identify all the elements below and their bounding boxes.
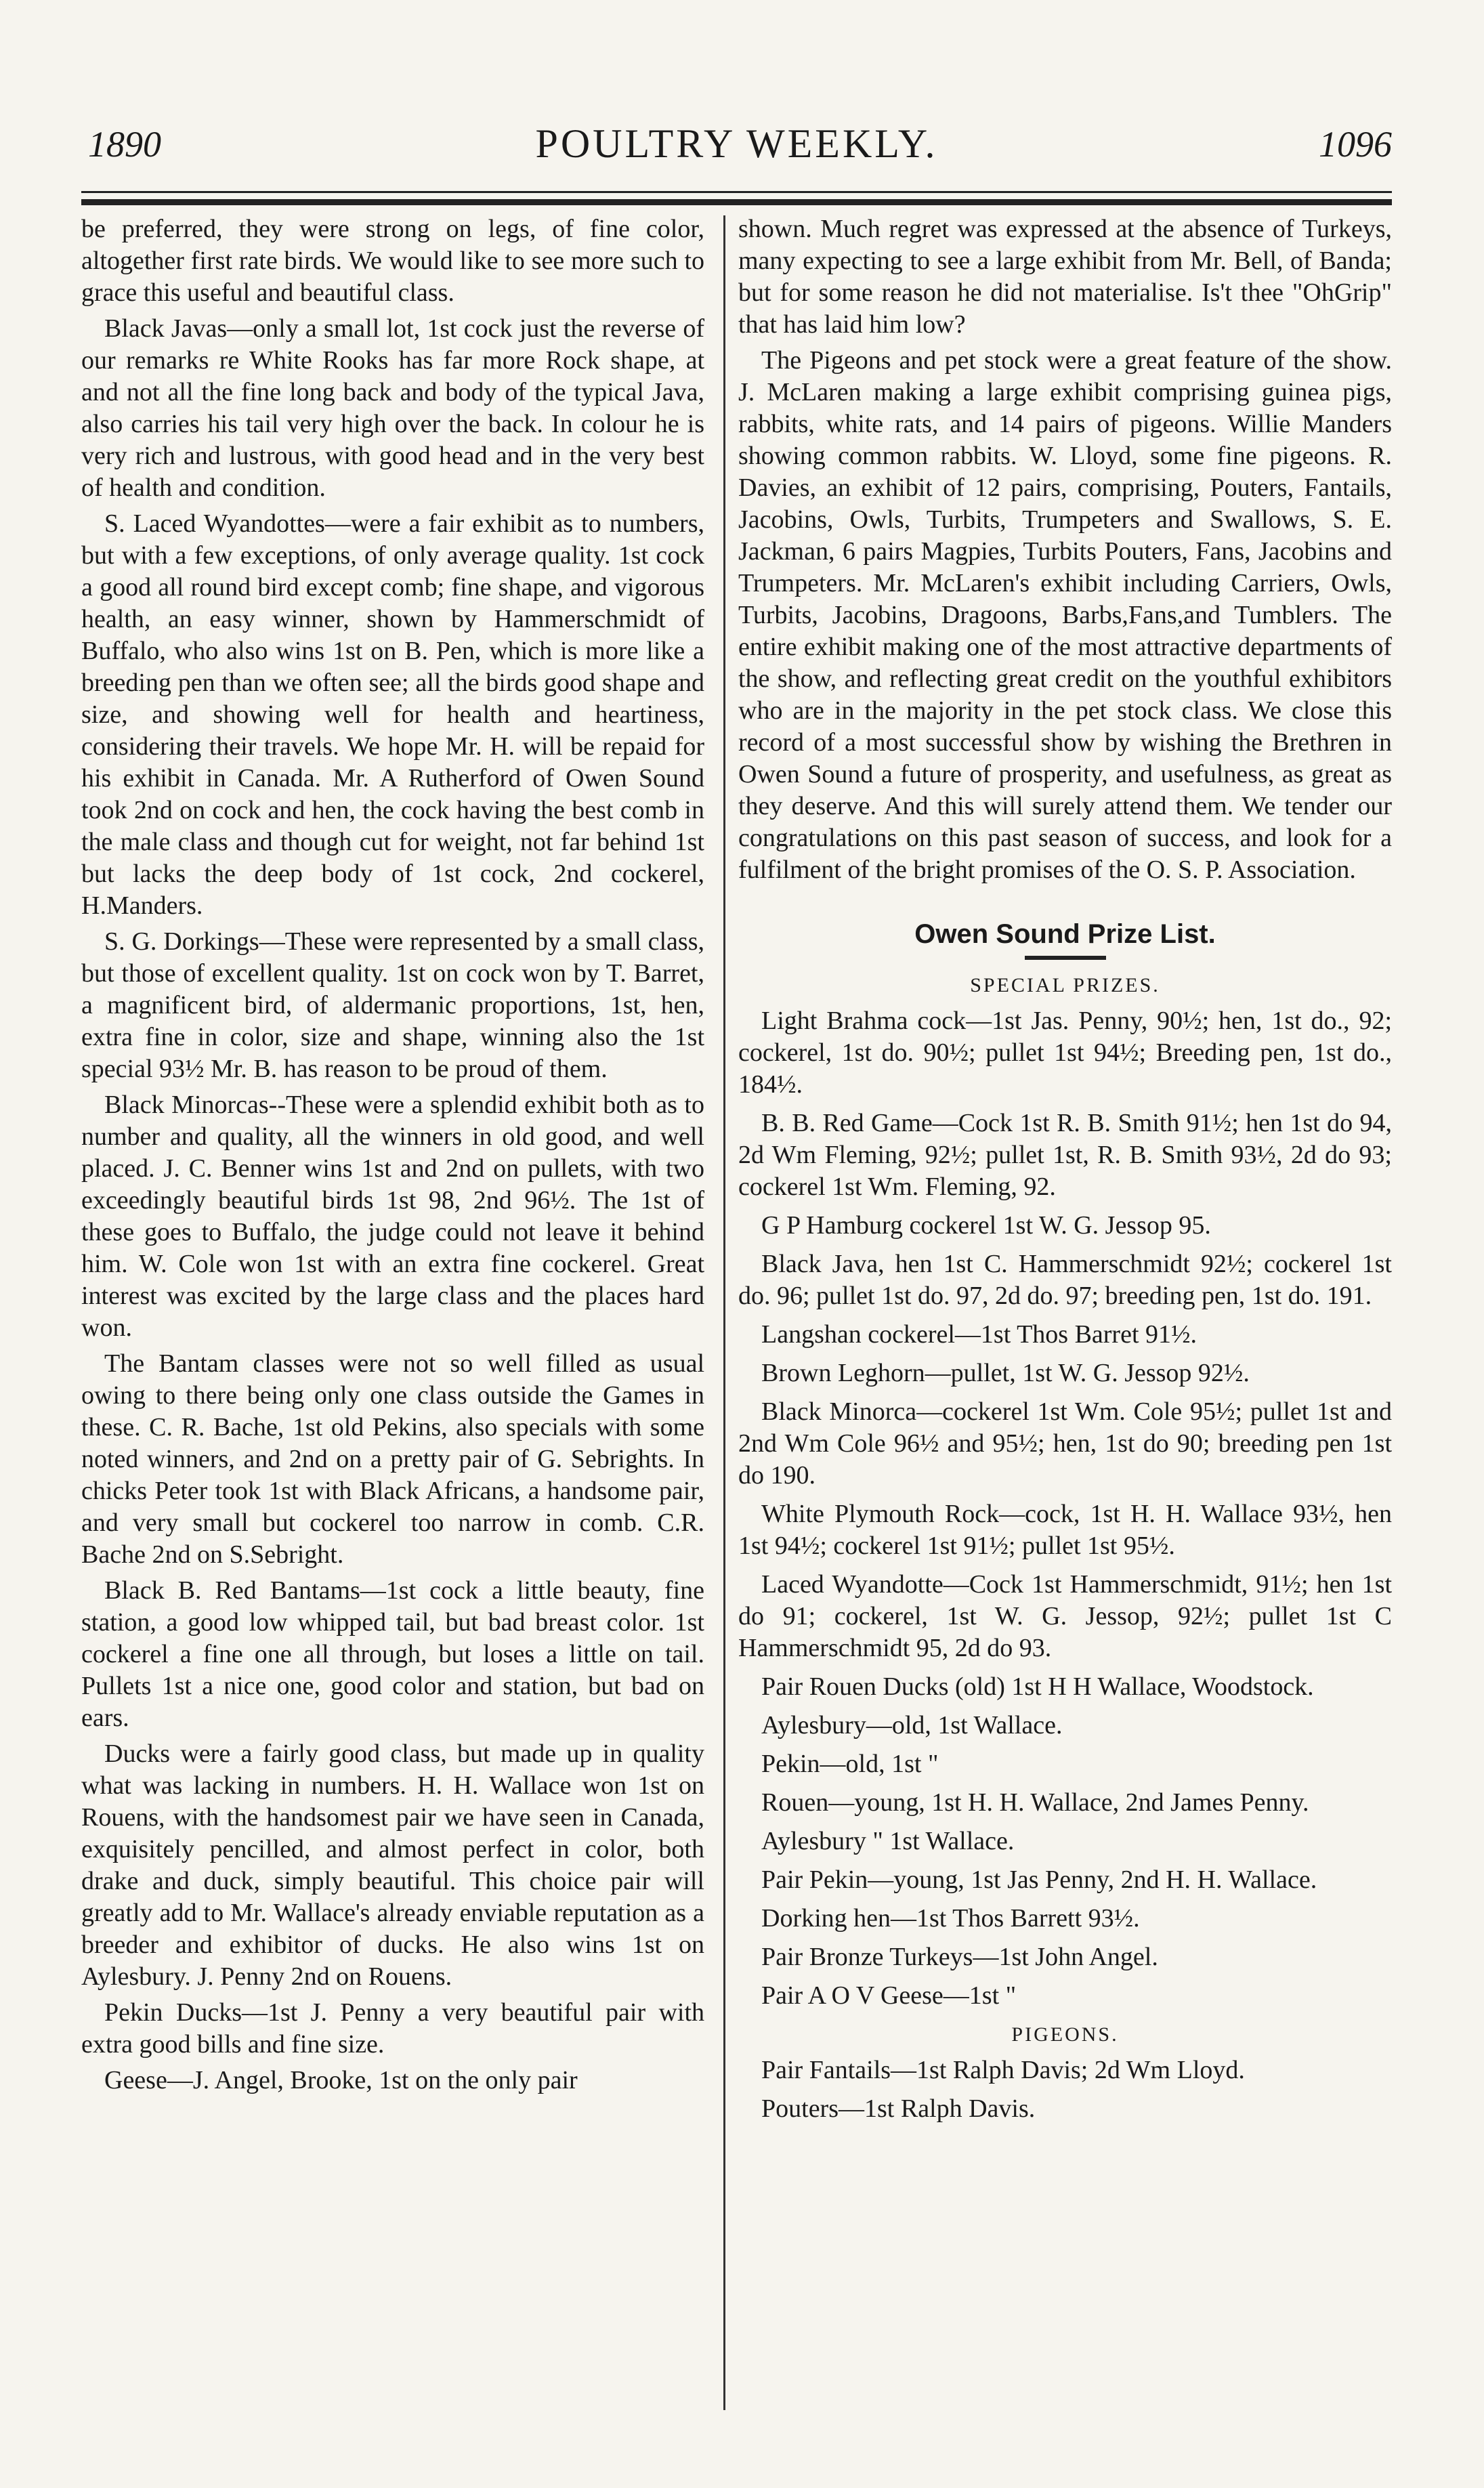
paragraph: The Pigeons and pet stock were a great feature of the show. J. McLaren making a large exhibit comprising guinea pigs, rabbits, white rats, and 14 pairs of pigeons. Willie Manders showing common rabbits. W. Lloyd, some fine pigeons. R. Davies, an exhibit of 12 pairs, comprising, Pouters, Fantails, Jacobins, Owls, Turbits, Trumpeters and Swallows, S. E. Jackman, 6 pairs Magpies, Turbits Pouters, Fans, Jacobins and Trumpeters. Mr. McLaren's exhibit including Carriers, Owls, Turbits, Jacobins, Dragoons, Barbs,Fans,and Tumblers. The entire exhibit making one of the most attractive departments of the show, and reflecting great credit on the youthful exhibitors who are in the majority in the pet stock class. We close this record of a most successful show by wishing the Brethren in Owen Sound a future of prosperity, and usefulness, as great as they deserve. And this will surely attend them. We tender our congratulations on this past season of success, and look for a fulfilment of the bright promises of the O. S. P. Association.	[738, 346, 1392, 884]
prize-entry: Rouen—young, 1st H. H. Wallace, 2nd James Penny.	[761, 1788, 1309, 1817]
prize-entry: Pouters—1st Ralph Davis.	[761, 2094, 1036, 2123]
pigeon-prizes-list	[738, 2054, 1392, 2125]
paragraph: shown. Much regret was expressed at the absence of Turkeys, many expecting to see a large exhibit from Mr. Bell, of Banda; but for some reason he did not materialise. Is't thee "OhGrip" that has laid him low?	[738, 215, 1392, 339]
paragraph: Geese—J. Angel, Brooke, 1st on the only pair	[104, 2066, 578, 2094]
prize-entry: White Plymouth Rock—cock, 1st H. H. Wallace 93½, hen 1st 94½; cockerel 1st 91½; pullet 1st 95½.	[738, 1500, 1392, 1560]
prize-entry: Dorking hen—1st Thos Barrett 93½.	[761, 1904, 1140, 1933]
prize-entry: Laced Wyandotte—Cock 1st Hammerschmidt, 91½; hen 1st do 91; cockerel, 1st W. G. Jessop, 92½; pullet 1st C Hammerschmidt 95, 2d do 93.	[738, 1570, 1392, 1662]
prize-entry: G P Hamburg cockerel 1st W. G. Jessop 95.	[761, 1211, 1211, 1240]
paragraph: Black Javas—only a small lot, 1st cock just the reverse of our remarks re White Rooks has far more Rock shape, at and not all the fine long back and body of the typical Java, also carries his tail very high over the back. In colour he is very rich and lustrous, with good head and in the very best of health and condition.	[81, 314, 704, 502]
paragraph: Pekin Ducks—1st J. Penny a very beautiful pair with extra good bills and fine size.	[81, 1998, 704, 2059]
prize-entry: Pair A O V Geese—1st "	[761, 1981, 1017, 2010]
page-header	[81, 115, 1392, 176]
prize-entry: Pair Pekin—young, 1st Jas Penny, 2nd H. H. Wallace.	[761, 1865, 1317, 1894]
left-column	[81, 213, 704, 2101]
special-prizes-heading: SPECIAL PRIZES.	[970, 974, 1160, 996]
prize-entry: Pair Bronze Turkeys—1st John Angel.	[761, 1943, 1158, 1971]
prize-entry: Aylesbury—old, 1st Wallace.	[761, 1711, 1063, 1740]
paragraph: Ducks were a fairly good class, but made up in quality what was lacking in numbers. H. H. Wallace won 1st on Rouens, with the handsomest pair we have seen in Canada, exquisitely pencilled, and almost perfect in color, both drake and duck, simply beautiful. This choice pair will greatly add to Mr. Wallace's already enviable reputation as a breeder and exhibitor of ducks. He also wins 1st on Aylesbury. J. Penny 2nd on Rouens.	[81, 1740, 704, 1991]
prize-entry: Pair Rouen Ducks (old) 1st H H Wallace, Woodstock.	[761, 1672, 1314, 1701]
paragraph: S. Laced Wyandottes—were a fair exhibit as to numbers, but with a few exceptions, of only average quality. 1st cock a good all round bird except comb; fine shape, and vigorous health, an easy winner, shown by Hammerschmidt of Buffalo, who also wins 1st on B. Pen, which is more like a breeding pen than we often see; all the birds good shape and size, and showing well for health and heartiness, considering their travels. We hope Mr. H. will be repaid for his exhibit in Canada. Mr. A Rutherford of Owen Sound took 2nd on cock and hen, the cock having the best comb in the male class and though cut for weight, not far behind 1st but lacks the deep body of 1st cock, 2nd cockerel, H.Manders.	[81, 509, 704, 920]
paragraph: Black Minorcas--These were a splendid exhibit both as to number and quality, all the winners in old good, and well placed. J. C. Benner wins 1st and 2nd on pullets, with two exceedingly beautiful birds 1st 98, 2nd 96½. The 1st of these goes to Buffalo, the judge could not leave it behind him. W. Cole won 1st with an extra fine cockerel. Great interest was excited by the large class and the places hard won.	[81, 1091, 704, 1342]
header-rule-thick	[81, 199, 1392, 205]
publication-title: POULTRY WEEKLY.	[535, 121, 938, 166]
prize-entry: Pair Fantails—1st Ralph Davis; 2d Wm Lloyd.	[761, 2056, 1245, 2084]
prize-entry: Black Minorca—cockerel 1st Wm. Cole 95½; pullet 1st and 2nd Wm Cole 96½ and 95½; hen, 1st do 90; breeding pen 1st do 190.	[738, 1397, 1392, 1490]
paragraph: S. G. Dorkings—These were represented by a small class, but those of excellent quality. 1st on cock won by T. Barret, a magnificent bird, of aldermanic proportions, 1st, hen, extra fine in color, size and shape, winning also the 1st special 93½ Mr. B. has reason to be proud of them.	[81, 927, 704, 1083]
paragraph: The Bantam classes were not so well filled as usual owing to there being only one class outside the Games in these. C. R. Bache, 1st old Pekins, also specials with some noted winners, and 2nd on a pretty pair of G. Sebrights. In chicks Peter took 1st with Black Africans, a handsome pair, and very small but cockerel too narrow in comb. C.R. Bache 2nd on S.Sebright.	[81, 1349, 704, 1569]
prize-entry: Brown Leghorn—pullet, 1st W. G. Jessop 92½.	[761, 1359, 1250, 1387]
prize-entry: Black Java, hen 1st C. Hammerschmidt 92½; cockerel 1st do. 96; pullet 1st do. 97, 2d do. 97; breeding pen, 1st do. 191.	[738, 1250, 1392, 1310]
column-divider	[723, 215, 725, 2410]
prize-entry: Light Brahma cock—1st Jas. Penny, 90½; hen, 1st do., 92; cockerel, 1st do. 90½; pullet 1st 94½; Breeding pen, 1st do., 184½.	[738, 1007, 1392, 1099]
page-number: 1096	[1319, 124, 1392, 165]
prize-entry: B. B. Red Game—Cock 1st R. B. Smith 91½; hen 1st do 94, 2d Wm Fleming, 92½; pullet 1st, R. B. Smith 93½, 2d do 93; cockerel 1st Wm. Fleming, 92.	[738, 1109, 1392, 1201]
header-rule-thin	[81, 191, 1392, 193]
prize-entry: Pekin—old, 1st "	[761, 1750, 939, 1778]
year: 1890	[88, 124, 161, 165]
right-column	[738, 213, 1392, 2132]
special-prizes-list	[738, 1005, 1392, 2012]
pigeons-heading: PIGEONS.	[1011, 2023, 1119, 2046]
paragraph: Black B. Red Bantams—1st cock a little beauty, fine station, a good low whipped tail, but bad breast color. 1st cockerel a fine one all through, but loses a little on tail. Pullets 1st a nice one, good color and station, but bad on ears.	[81, 1576, 704, 1732]
prize-entry: Langshan cockerel—1st Thos Barret 91½.	[761, 1320, 1197, 1349]
paragraph: be preferred, they were strong on legs, of fine color, altogether first rate birds. We would like to see more such to grace this useful and beautiful class.	[81, 215, 704, 307]
title-rule	[1025, 956, 1106, 960]
prize-entry: Aylesbury " 1st Wallace.	[761, 1827, 1015, 1855]
prize-list-title: Owen Sound Prize List.	[914, 919, 1216, 949]
